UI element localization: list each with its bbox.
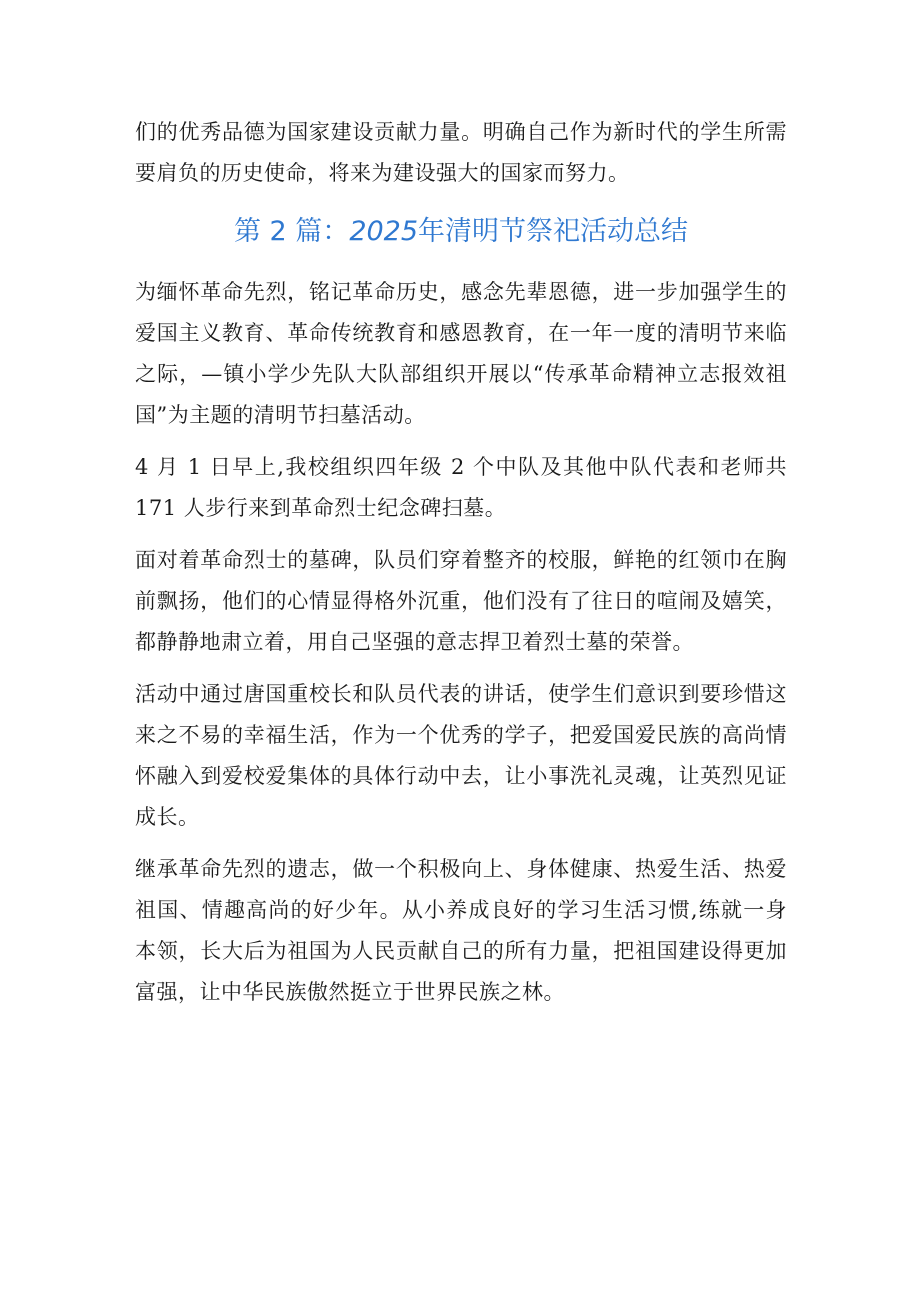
section-heading <box>135 204 787 260</box>
paragraph-1: 为缅怀革命先烈，铭记革命历史，感念先辈恩德，进一步加强学生的爱国主义教育、革命传统教育和感恩教育，在一年一度的清明节来临之际，—镇小学少先队大队部组织开展以“传承革命精神立志报效祖国”为主题的清明节扫墓活动。 <box>135 280 787 427</box>
paragraph-5: 继承革命先烈的遗志，做一个积极向上、身体健康、热爱生活、热爱祖国、情趣高尚的好少年。从小养成良好的学习生活习惯,练就一身本领，长大后为祖国为人民贡献自己的所有力量，把祖国建设得更加富强，让中华民族傲然挺立于世界民族之林。 <box>135 857 787 1004</box>
intro-paragraph: 们的优秀品德为国家建设贡献力量。明确自己作为新时代的学生所需要肩负的历史使命，将来为建设强大的国家而努力。 <box>135 120 787 185</box>
heading-year: 2025 <box>349 216 419 247</box>
paragraph-2: 4 月 1 日早上,我校组织四年级 2 个中队及其他中队代表和老师共 171 人步行来到革命烈士纪念碑扫墓。 <box>135 455 787 520</box>
heading-prefix: 第 2 篇： <box>233 216 350 247</box>
paragraph-4: 活动中通过唐国重校长和队员代表的讲话，使学生们意识到要珍惜这来之不易的幸福生活，作为一个优秀的学子，把爱国爱民族的高尚情怀融入到爱校爱集体的具体行动中去，让小事洗礼灵魂，让英烈见证成长。 <box>135 682 787 829</box>
heading-title: 年清明节祭祀活动总结 <box>418 216 689 247</box>
document-page <box>135 112 787 1013</box>
paragraph-3: 面对着革命烈士的墓碑，队员们穿着整齐的校服，鲜艳的红领巾在胸前飘扬，他们的心情显得格外沉重，他们没有了往日的喧闹及嬉笑，都静静地肃立着，用自己坚强的意志捍卫着烈士墓的荣誉。 <box>135 548 787 654</box>
